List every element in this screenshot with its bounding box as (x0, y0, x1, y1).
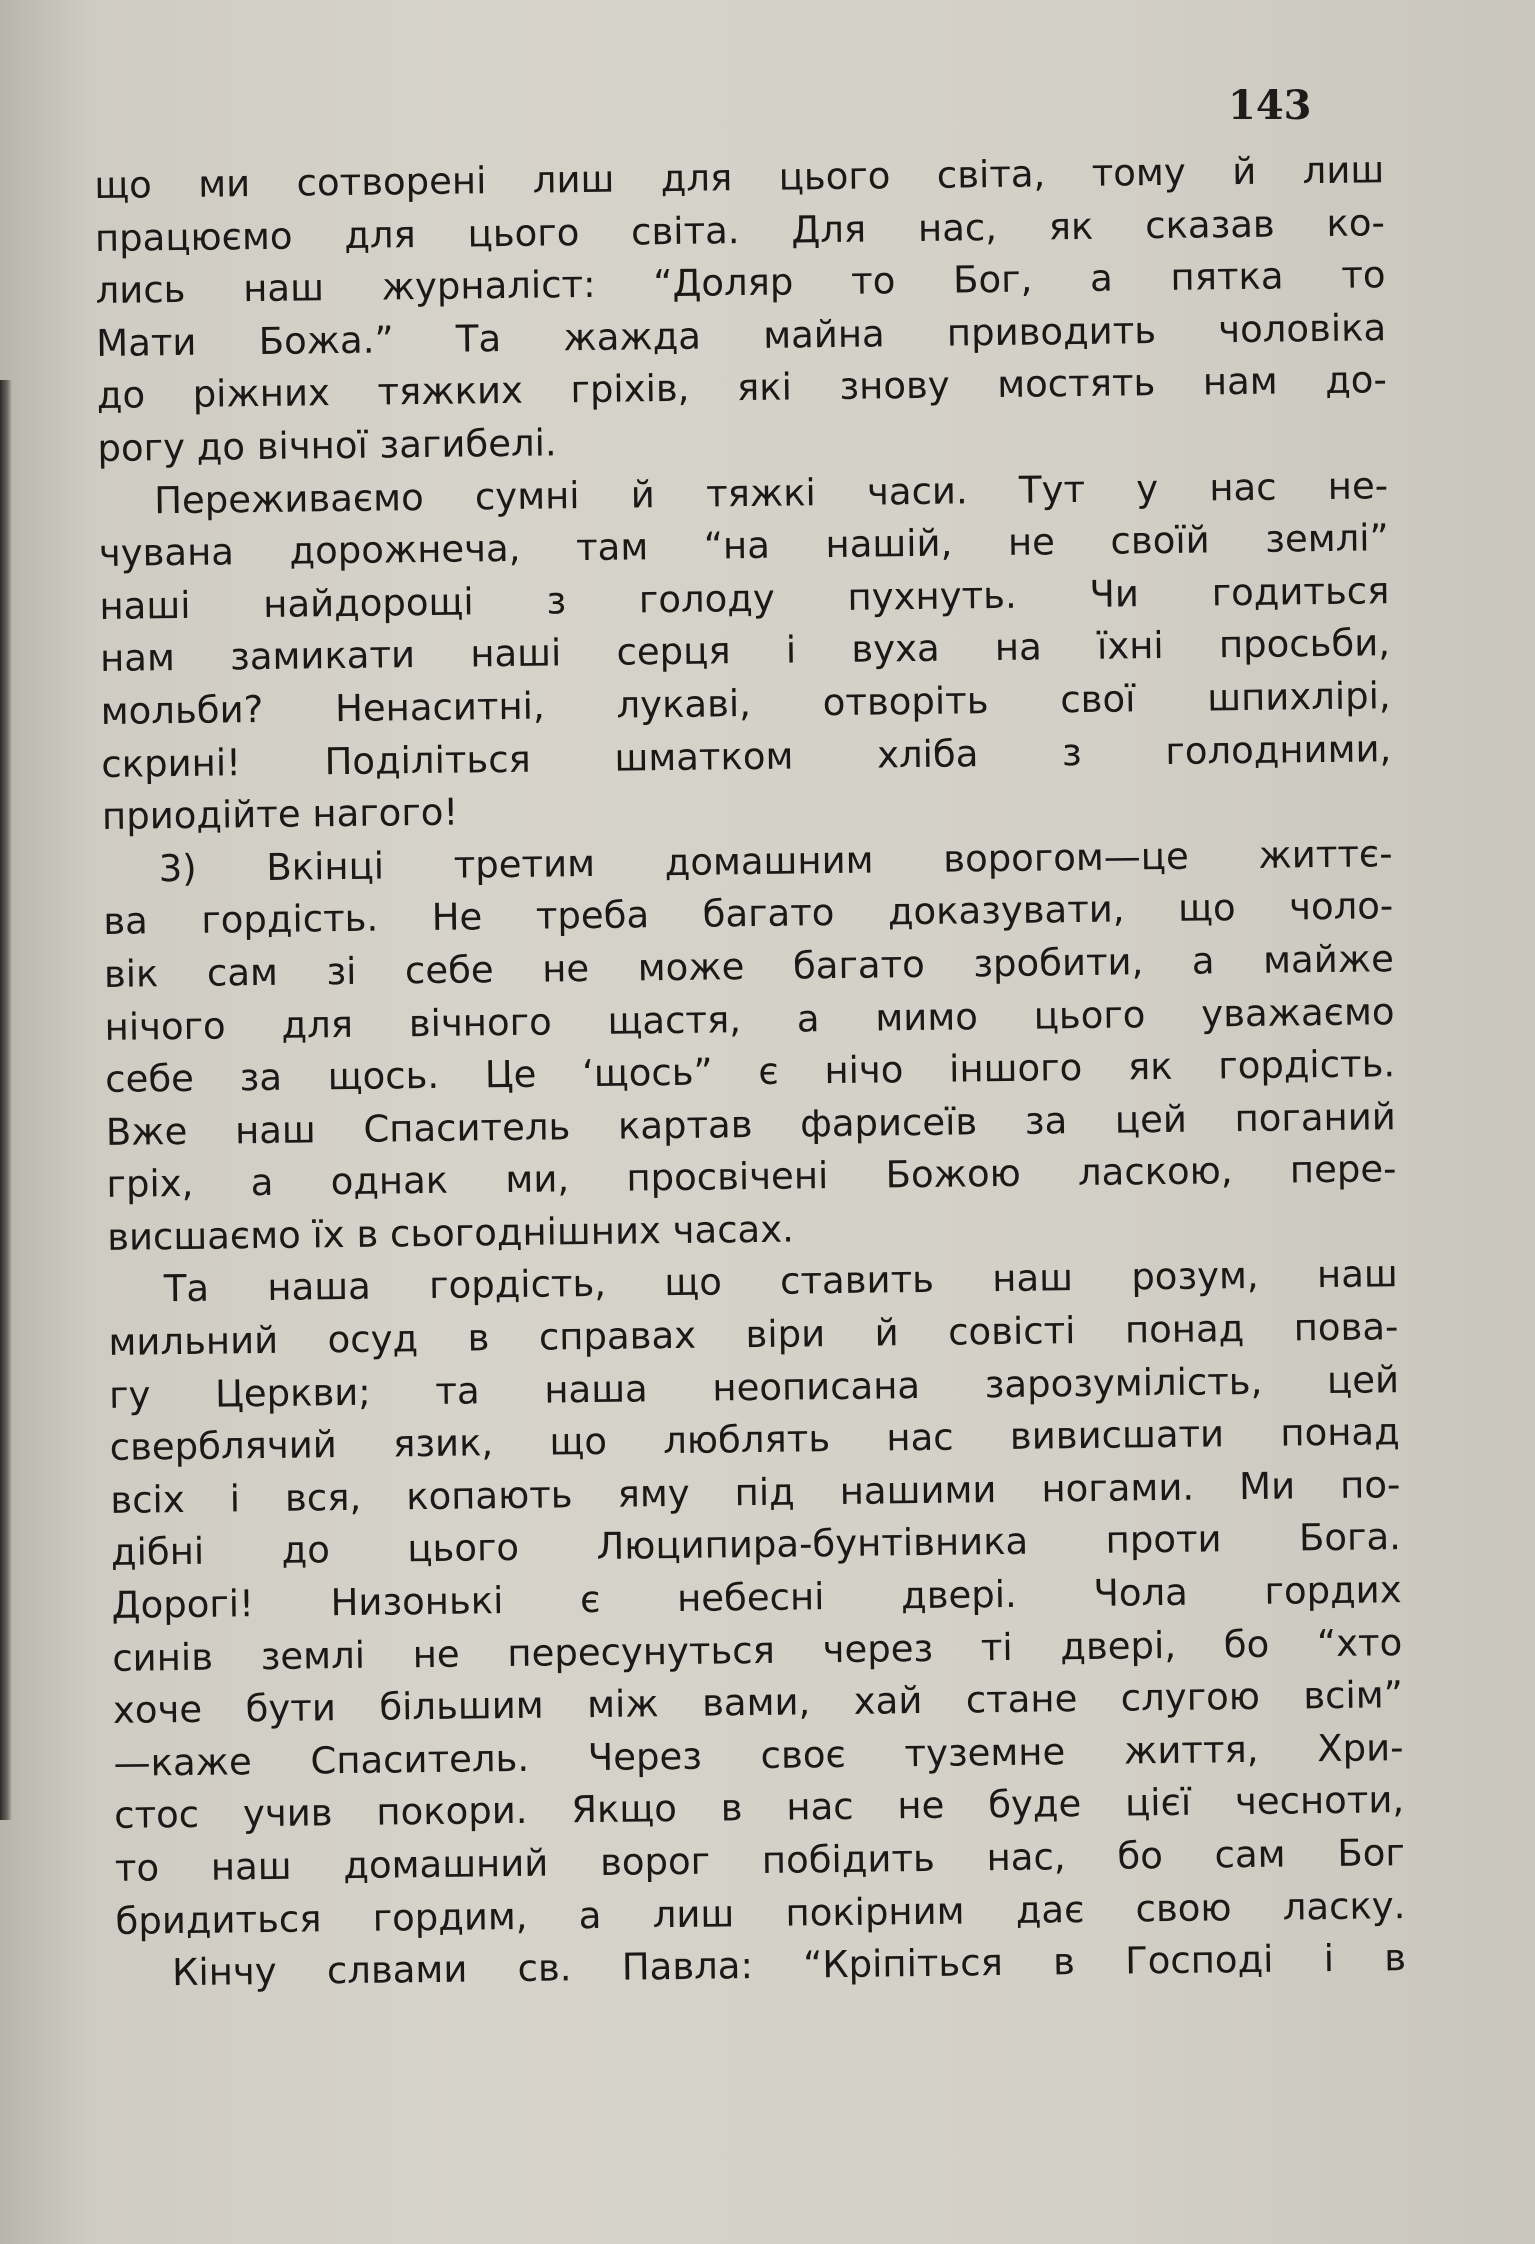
text-line: Вже наш Спаситель картав фарисеїв за цей поганий (105, 1094, 1397, 1154)
text-line: Мати Божа.” Та жажда майна приводить чоловіка (95, 306, 1387, 365)
text-line: то наш домашний ворог побідить нас, бо сам Бог (114, 1831, 1406, 1890)
text-line: вік сам зі себе не може багато зробити, а майже (103, 937, 1395, 996)
text-line: рогу до вічної загибелі. (97, 421, 557, 470)
text-line: до ріжних тяжких гріхів, які знову мостять нам до- (96, 358, 1388, 418)
text-line: наші найдорощі з голоду пухнуть. Чи годиться (99, 568, 1390, 628)
text-line: Переживаємо сумні й тяжкі часи. Тут у нас не- (153, 463, 1389, 522)
text-line: гу Церкви; та наша неописана зарозумілість, цей (108, 1357, 1400, 1417)
text-line: бридиться гордим, а лиш покірним дає свою ласку. (115, 1883, 1406, 1943)
text-line: Кінчу слвами св. Павла: “Кріпіться в Господі і в (171, 1936, 1407, 1995)
text-line: ва гордість. Не треба багато доказувати, що чоло- (103, 884, 1394, 944)
text-line: Та наша гордість, що ставить наш розум, наш (163, 1252, 1398, 1311)
text-line: —каже Спаситель. Через своє туземне життя, Хри- (113, 1725, 1404, 1785)
text-line: хоче бути більшим між вами, хай стане слугою всім” (112, 1673, 1404, 1733)
text-line: нічого для вічного щастя, а мимо цього уважаємо (104, 989, 1395, 1049)
text-line: приодійте нагого! (101, 790, 459, 839)
body-text (94, 144, 1416, 2001)
text-line: сверблячий язик, що люблять нас вивисшати понад (109, 1410, 1400, 1470)
text-line: лись наш журналіст: “Доляр то Бог, а пятка то (95, 253, 1386, 313)
text-line: Дорогі! Низонькі є небесні двері. Чола гордих (111, 1568, 1402, 1627)
text-line: гріх, а однак ми, просвічені Божою ласкою, пере- (106, 1147, 1397, 1207)
text-line: нам замикати наші серця і вуха на їхні просьби, (99, 621, 1391, 681)
page-number: 143 (1228, 82, 1312, 129)
text-line: синів землі не пересунуться через ті двері, бо “хто (112, 1620, 1403, 1680)
text-line: 3) Вкінці третим домашним ворогом—це життє- (158, 831, 1393, 890)
text-line: всіх і вся, копають яму під нашими ногами. Ми по- (110, 1462, 1401, 1522)
text-line: працюємо для цього світа. Для нас, як сказав ко- (94, 200, 1386, 260)
text-line: стос учив покори. Якщо в нас не буде цієї чесноти, (113, 1778, 1405, 1838)
text-line: скрині! Поділіться шматком хліба з голодними, (101, 726, 1392, 786)
text-line: висшаємо їх в сьогоднішних часах. (106, 1207, 795, 1259)
text-line: себе за щось. Це ‘щось” є нічо іншого як гордість. (104, 1042, 1396, 1102)
text-line: що ми сотворені лиш для цього світа, тому й лиш (94, 148, 1385, 207)
text-line: мильний осуд в справах віри й совісті понад пова- (108, 1305, 1399, 1364)
text-line: чувана дорожнеча, там “на нашій, не своїй землі” (98, 516, 1389, 576)
text-line: мольби? Ненаситні, лукаві, отворіть свої шпихлірі, (100, 674, 1391, 733)
text-line: дібні до цього Люципира-бунтівника проти Бога. (110, 1515, 1402, 1575)
binding-edge-shadow (0, 380, 12, 1820)
